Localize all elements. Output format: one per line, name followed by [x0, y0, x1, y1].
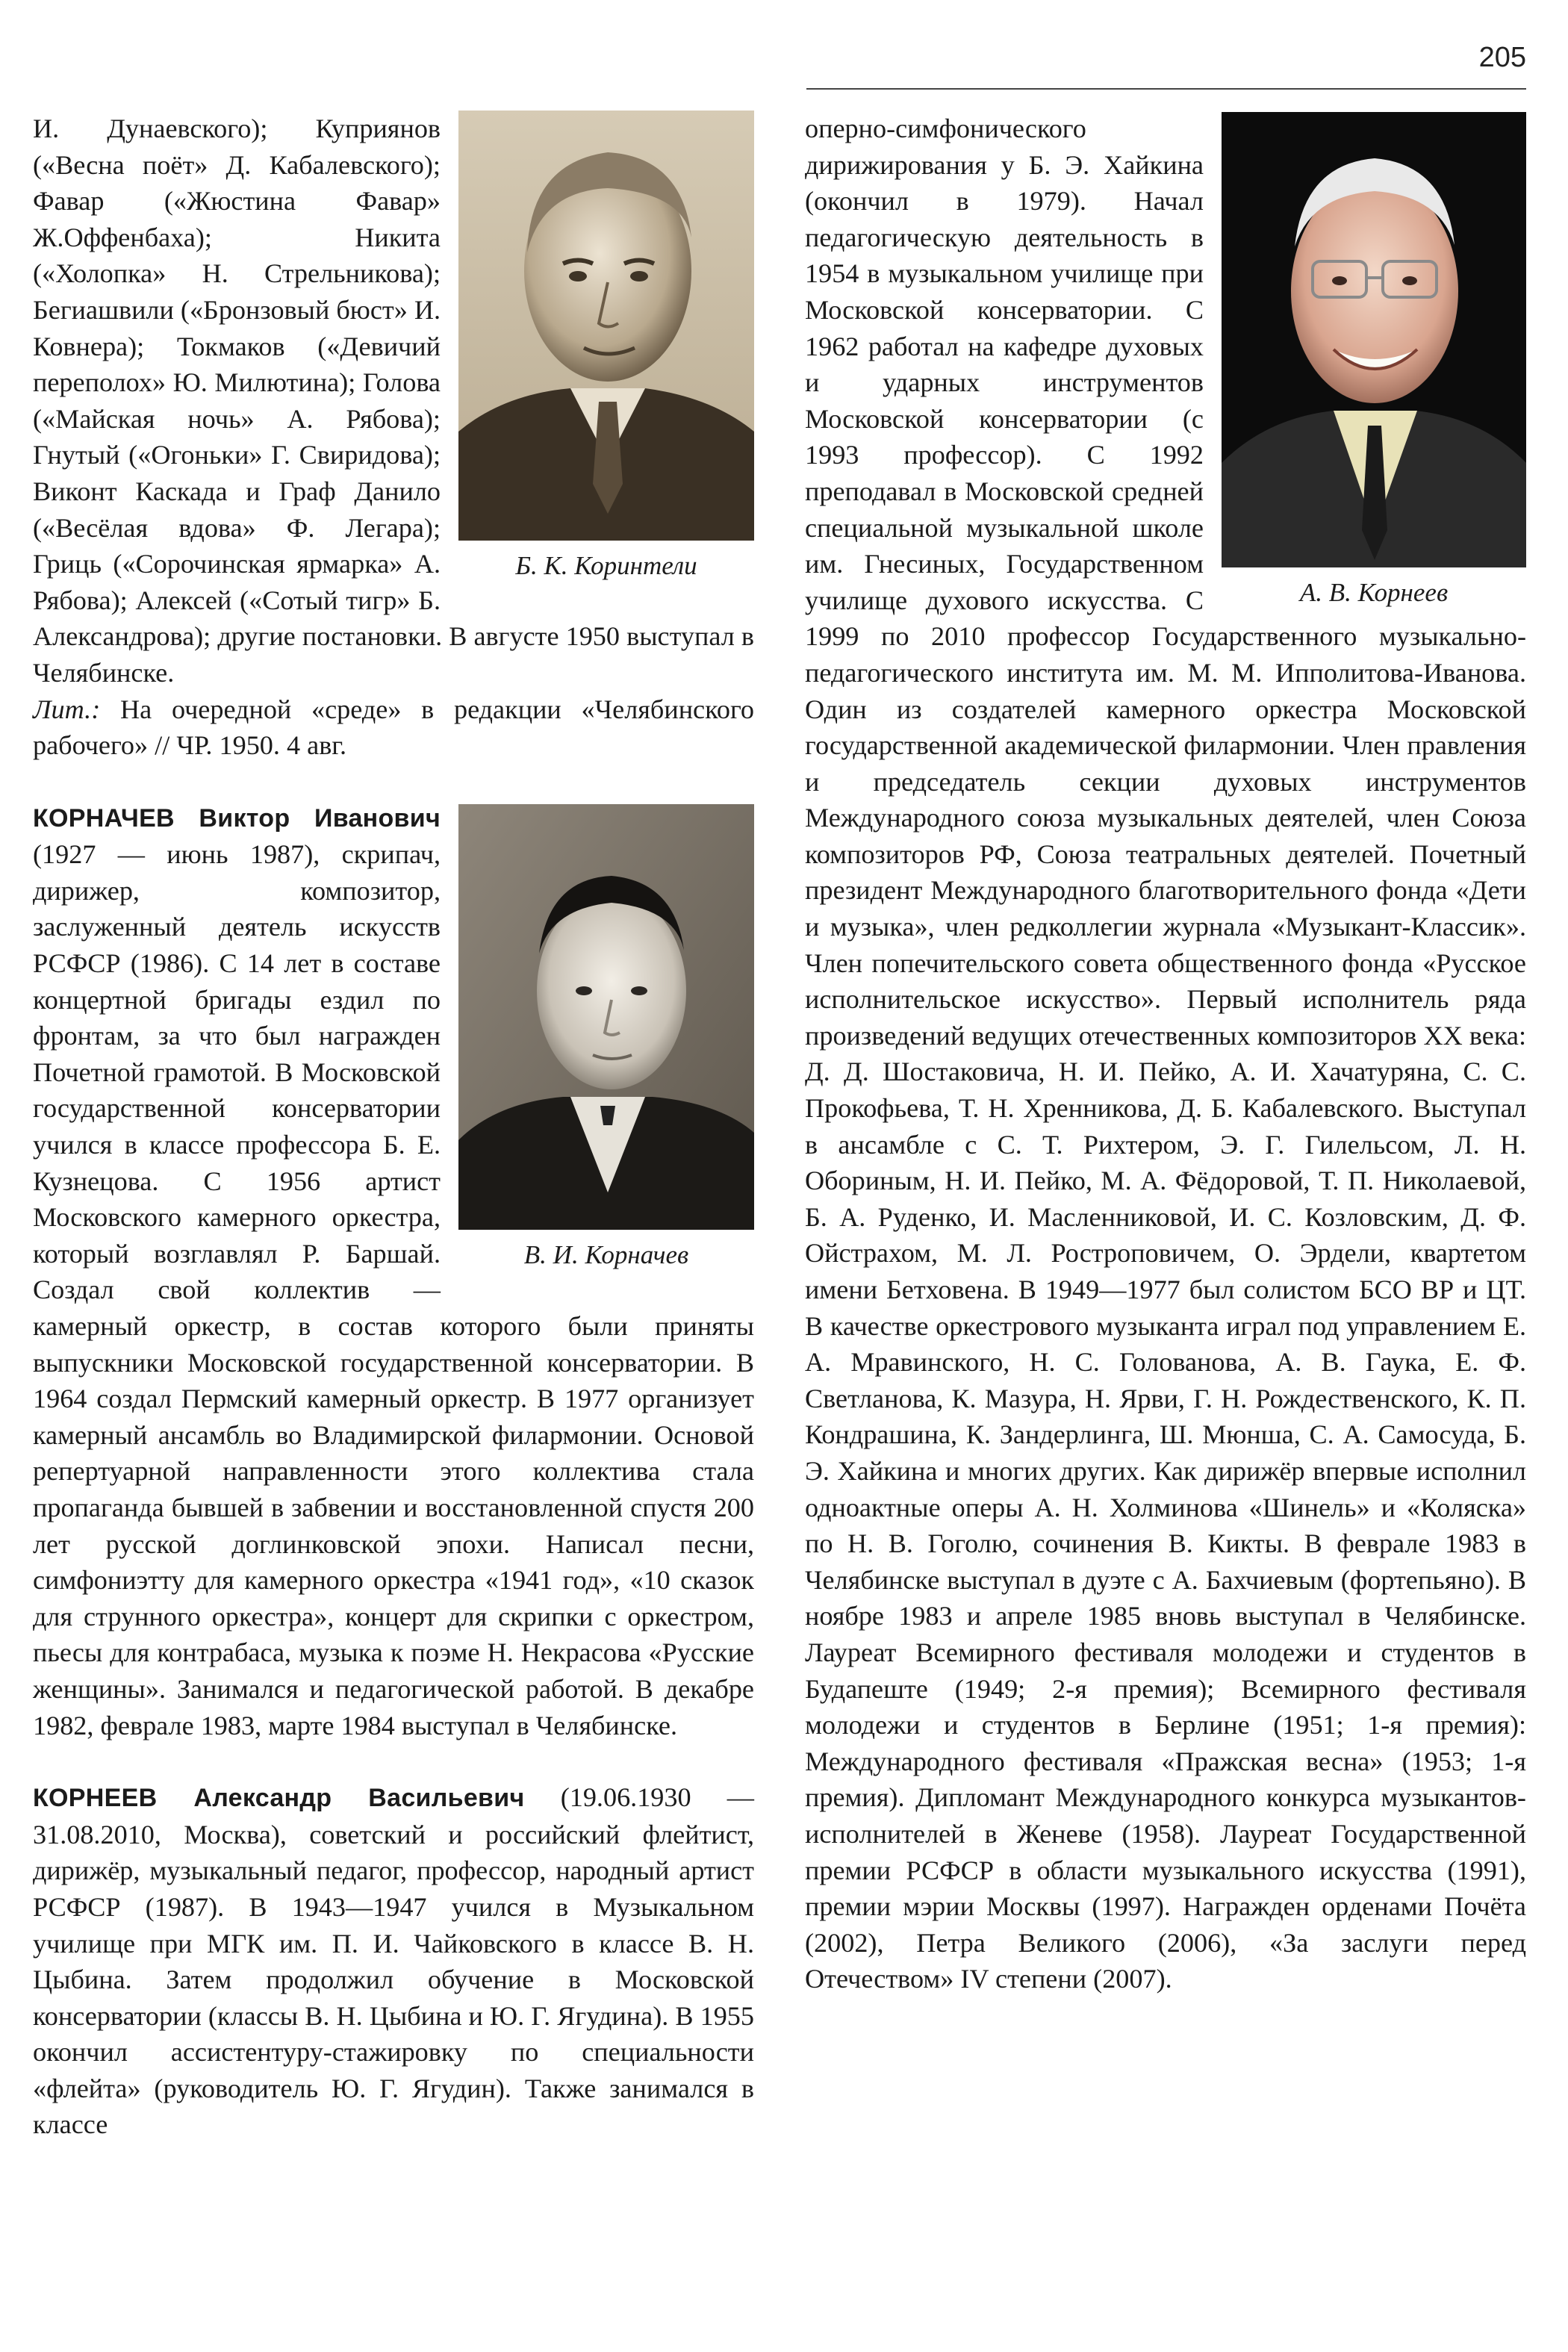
korneev-photo — [1222, 112, 1526, 567]
korinteli-photo — [458, 111, 754, 541]
entry-kornachev-name: КОРНАЧЕВ Виктор Иванович — [33, 803, 441, 833]
entry-korneev — [33, 1779, 754, 2143]
header-rule — [806, 88, 1526, 90]
entry-korneev-name: КОРНЕЕВ Александр Васильевич — [33, 1784, 525, 1813]
entry-korinteli-literature — [33, 691, 754, 764]
portrait-kornachev-image — [458, 804, 754, 1230]
kornachev-photo — [458, 804, 754, 1230]
entry-korinteli-text: И. Дунаевского); Куприянов («Весна поёт» Д. Кабалевского); Фавар («Жюстина Фавар» Ж.Оффенбаха); Никита («Холопка» Н. Стрельникова); Бегиашвили («Бронзовый бюст» И. Ковнера); Токмаков («Девичий переполох» Ю. Милютина); Голова («Майская ночь» А. Рябова); Гнутый («Огоньки» Г. Свиридова); Виконт Каскада и Граф Данило («Весёлая вдова» Ф. Легара); Гриць («Сорочинская ярмарка» А. Рябова); Алексей («Сотый тигр» Б. Александрова); другие постановки. В августе 1950 выступал в Челябинске. — [33, 113, 754, 688]
korinteli-caption: Б. К. Коринтели — [515, 551, 697, 580]
portrait-korneev-image — [1222, 112, 1526, 567]
figure-kornachev — [458, 804, 754, 1279]
left-column — [33, 111, 754, 2143]
page-number: 205 — [1478, 42, 1526, 73]
right-column — [805, 111, 1526, 1997]
figure-korneev — [1222, 112, 1526, 617]
entry-korneev-text: (19.06.1930 — 31.08.2010, Москва), советский и российский флейтист, дирижёр, музыкальный педагог, профессор, народный артист РСФСР (1987). В 1943—1947 учился в Музыкальном училище при МГК им. П. И. Чайковского в классе В. Н. Цыбина. Затем продолжил обучение в Московской консерватории (классы В. Н. Цыбина и Ю. Г. Ягудина). В 1955 окончил ассистентуру-стажировку по специальности «флейта» (руководитель Ю. Г. Ягудин). Также занимался в классе — [33, 1782, 754, 2140]
literature-text: На очередной «среде» в редакции «Челябинского рабочего» // ЧР. 1950. 4 авг. — [33, 694, 754, 761]
entry-gap — [33, 1743, 754, 1779]
entry-gap — [33, 764, 754, 800]
entry-kornachev-text: (1927 — июнь 1987), скрипач, дирижер, композитор, заслуженный деятель искусств РСФСР (1986). С 14 лет в составе концертной бригады ездил по фронтам, за что был награжден Почетной грамотой. В Московской государственной консерватории учился в классе профессора Б. Е. Кузнецова. С 1956 артист Московского камерного оркестра, который возглавлял Р. Баршай. Создал свой коллектив — камерный оркестр, в состав которого были приняты выпускники Московской государственной консерватории. В 1964 создал Пермский камерный оркестр. В 1977 организует камерный ансамбль во Владимирской филармонии. Основой репертуарной направленности этого коллектива стала пропаганда бывшей в забвении и восстановленной спустя 200 лет русской доглинковской эпохи. Написал песни, симфониэтту для камерного оркестра «1941 год», «10 сказок для струнного оркестра», концерт для скрипки с оркестром, пьесы для контрабаса, музыка к поэме Н. Некрасова «Русские женщины». Занимался и педагогической работой. В декабре 1982, феврале 1983, марте 1984 выступал в Челябинске. — [33, 839, 754, 1740]
korneev-caption: А. В. Корнеев — [1299, 578, 1449, 607]
literature-label: Лит.: — [33, 694, 101, 724]
portrait-korinteli-image — [458, 111, 754, 541]
figure-korinteli — [458, 111, 754, 590]
entry-korneev-continued: оперно-симфонического дирижирования у Б. Э. Хайкина (окончил в 1979). Начал педагогическую деятельность в 1954 в музыкальном училище при Московской консерватории. С 1962 работал на кафедре духовых и ударных инструментов Московской консерватории (с 1993 профессор). С 1992 преподавал в Московской средней специальной музыкальной школе им. Гнесиных, Государственном училище духового искусства. С 1999 по 2010 профессор Государственного музыкально-педагогического института им. М. М. Ипполитова-Иванова. Один из создателей камерного оркестра Московской государственной академической филармонии. Член правления и председатель секции духовых инструментов Международного союза музыкальных деятелей, член Союза композиторов РФ, Союза театральных деятелей. Почетный президент Международного благотворительного фонда «Дети и музыка», член редколлегии журнала «Музыкант-Классик». Член попечительского совета общественного фонда «Русское исполнительское искусство». Первый исполнитель ряда произведений ведущих отечественных композиторов XX века: Д. Д. Шостаковича, Н. И. Пейко, А. И. Хачатуряна, С. С. Прокофьева, Т. Н. Хренникова, Д. Б. Кабалевского. Выступал в ансамбле с С. Т. Рихтером, Э. Г. Гилельсом, Л. Н. Обориным, Н. И. Пейко, М. А. Фёдоровой, Т. П. Николаевой, Б. А. Руденко, И. Масленниковой, И. С. Козловским, Д. Ф. Ойстрахом, М. Л. Ростроповичем, О. Эрдели, квартетом имени Бетховена. В 1949—1977 был солистом БСО ВР и ЦТ. В качестве оркестрового музыканта играл под управлением Е. А. Мравинского, Н. С. Голованова, А. В. Гаука, Е. Ф. Светланова, К. Мазура, Н. Ярви, Г. Н. Рождественского, К. П. Кондрашина, К. Зандерлинга, Ш. Мюнша, С. А. Самосуда, Б. Э. Хайкина и многих других. Как дирижёр впервые исполнил одноактные оперы А. Н. Холминова «Шинель» и «Коляска» по Н. В. Гоголю, сочинения В. Кикты. В феврале 1983 в Челябинске выступал в дуэте с А. Бахчиевым (фортепьяно). В ноябре 1983 и апреле 1985 вновь выступал в Челябинске. Лауреат Всемирного фестиваля молодежи и студентов в Будапеште (1949; 2-я премия); Всемирного фестиваля молодежи и студентов в Берлине (1951; 1-я премия): Международного фестиваля «Пражская весна» (1953; 1-я премия). Дипломант Международного конкурса музыкантов-исполнителей в Женеве (1958). Лауреат Государственной премии РСФСР в области музыкального искусства (1991), премии мэрии Москвы (1997). Награжден орденами Почёта (2002), Петра Великого (2006), «За заслуги перед Отечеством» IV степени (2007). — [805, 113, 1526, 1994]
kornachev-caption: В. И. Корначев — [523, 1239, 689, 1269]
